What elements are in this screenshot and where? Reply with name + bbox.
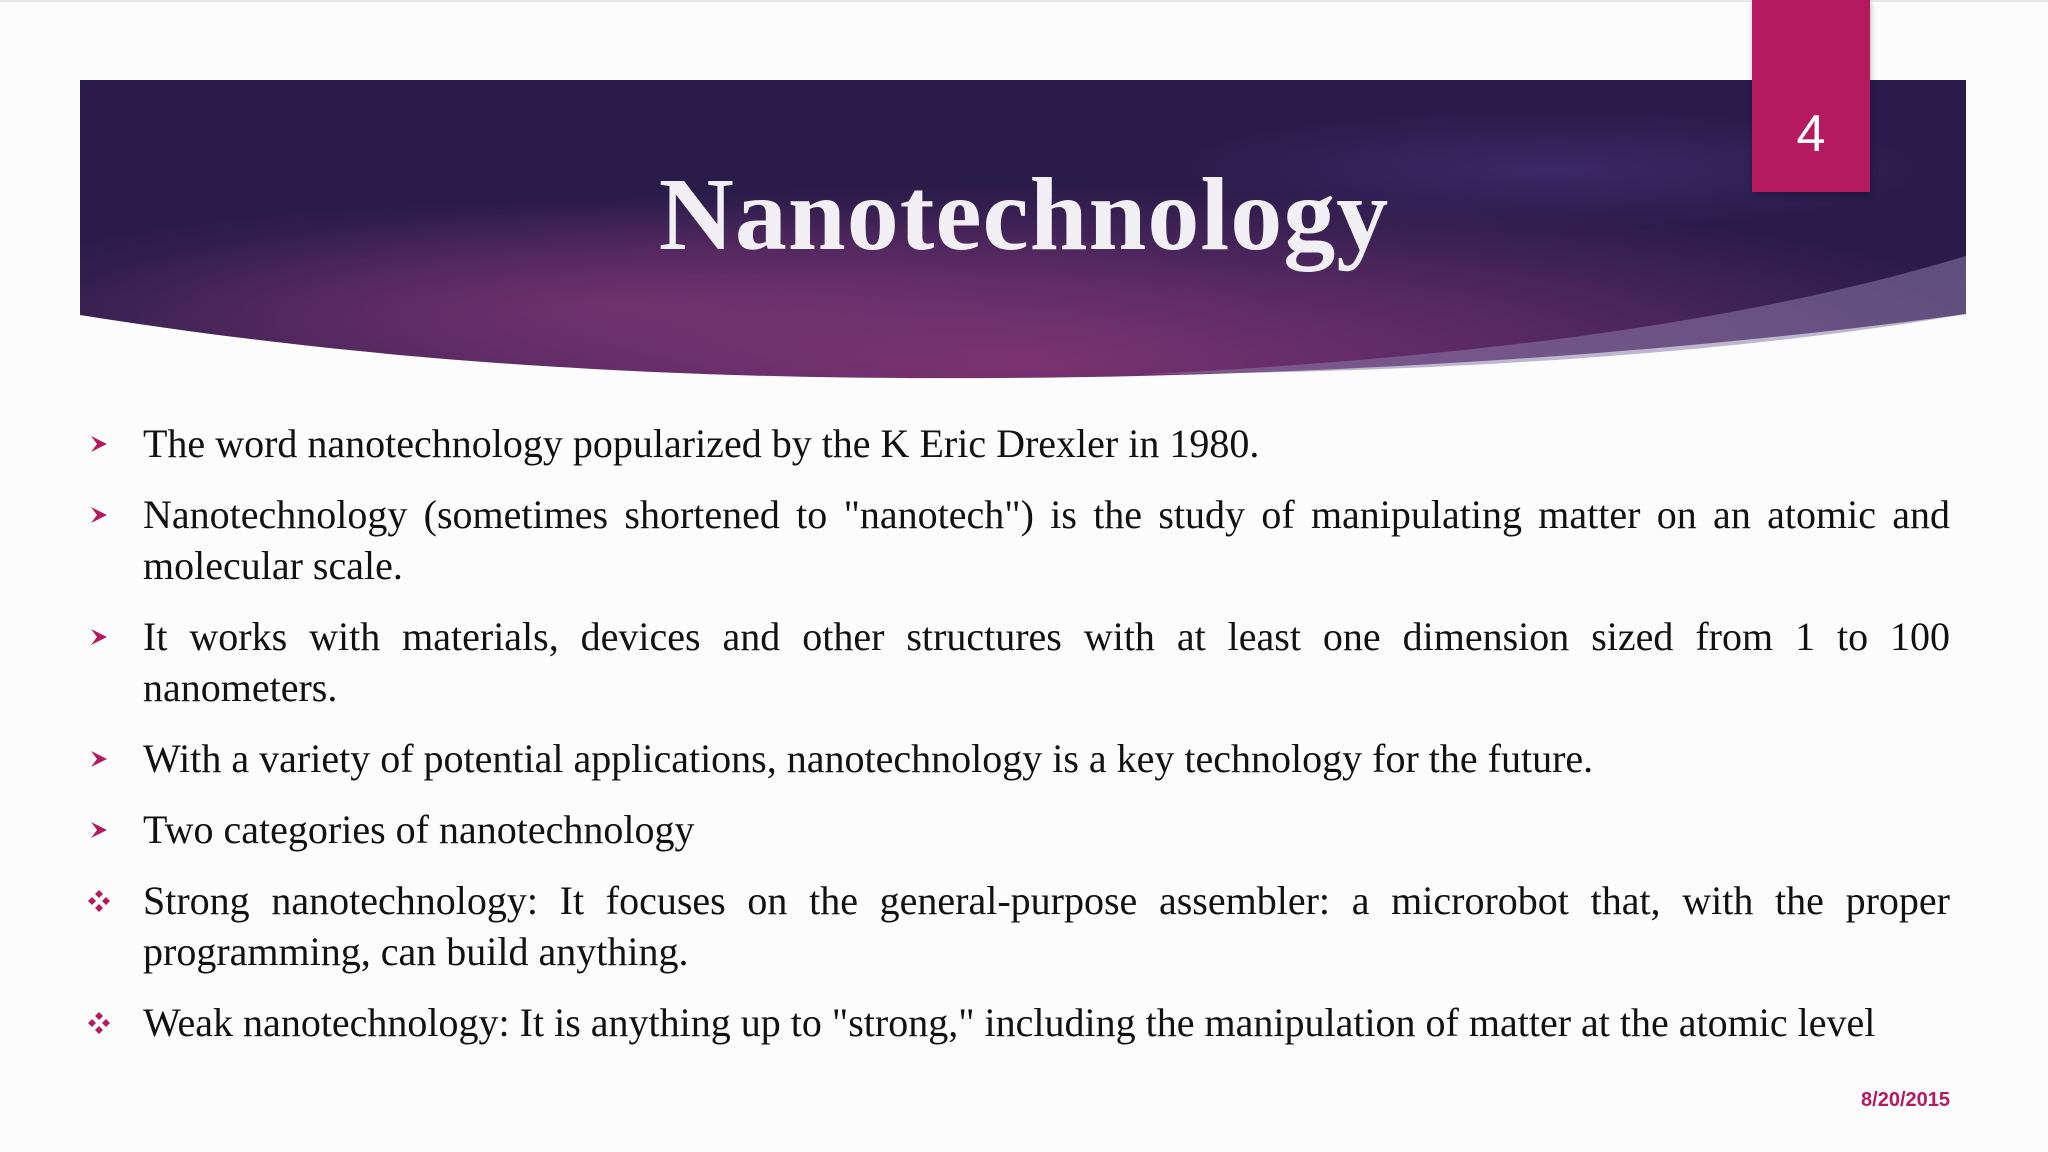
page-number: 4 xyxy=(1796,105,1826,163)
bullet-text: Weak nanotechnology: It is anything up to "strong," including the manipulation of matter at the atomic level xyxy=(143,1000,1876,1045)
arrowhead-bullet-icon xyxy=(80,418,118,469)
bullet-text: Nanotechnology (sometimes shortened to "nanotech") is the study of manipulating matter on an atomic and molecular scale. xyxy=(143,492,1950,588)
bullet-item xyxy=(80,418,1950,469)
diamond-bullet-icon xyxy=(80,875,118,926)
arrowhead-bullet-icon xyxy=(80,611,118,662)
arrowhead-bullet-icon xyxy=(80,733,118,784)
arrowhead-bullet-icon xyxy=(80,804,118,855)
bullet-item xyxy=(80,875,1950,977)
bullet-text: Strong nanotechnology: It focuses on the general-purpose assembler: a microrobot that, with the proper programming, can build anything. xyxy=(143,878,1950,974)
bullet-item xyxy=(80,804,1950,855)
bullet-item xyxy=(80,997,1950,1048)
page-number-tab xyxy=(1752,0,1870,192)
arrowhead-bullet-icon xyxy=(80,489,118,540)
diamond-bullet-icon xyxy=(80,997,118,1048)
bullet-text: Two categories of nanotechnology xyxy=(143,807,695,852)
bullet-item xyxy=(80,733,1950,784)
slide-title: Nanotechnology xyxy=(658,157,1390,272)
bullet-text: The word nanotechnology popularized by the K Eric Drexler in 1980. xyxy=(143,421,1260,466)
slide-date: 8/20/2015 xyxy=(1861,1089,1950,1111)
bullet-text: With a variety of potential applications, nanotechnology is a key technology for the future. xyxy=(143,736,1594,781)
bullet-item xyxy=(80,611,1950,713)
bullet-list xyxy=(80,418,1950,1068)
bullet-item xyxy=(80,489,1950,591)
bullet-text: It works with materials, devices and other structures with at least one dimension sized from 1 to 100 nanometers. xyxy=(143,614,1950,710)
